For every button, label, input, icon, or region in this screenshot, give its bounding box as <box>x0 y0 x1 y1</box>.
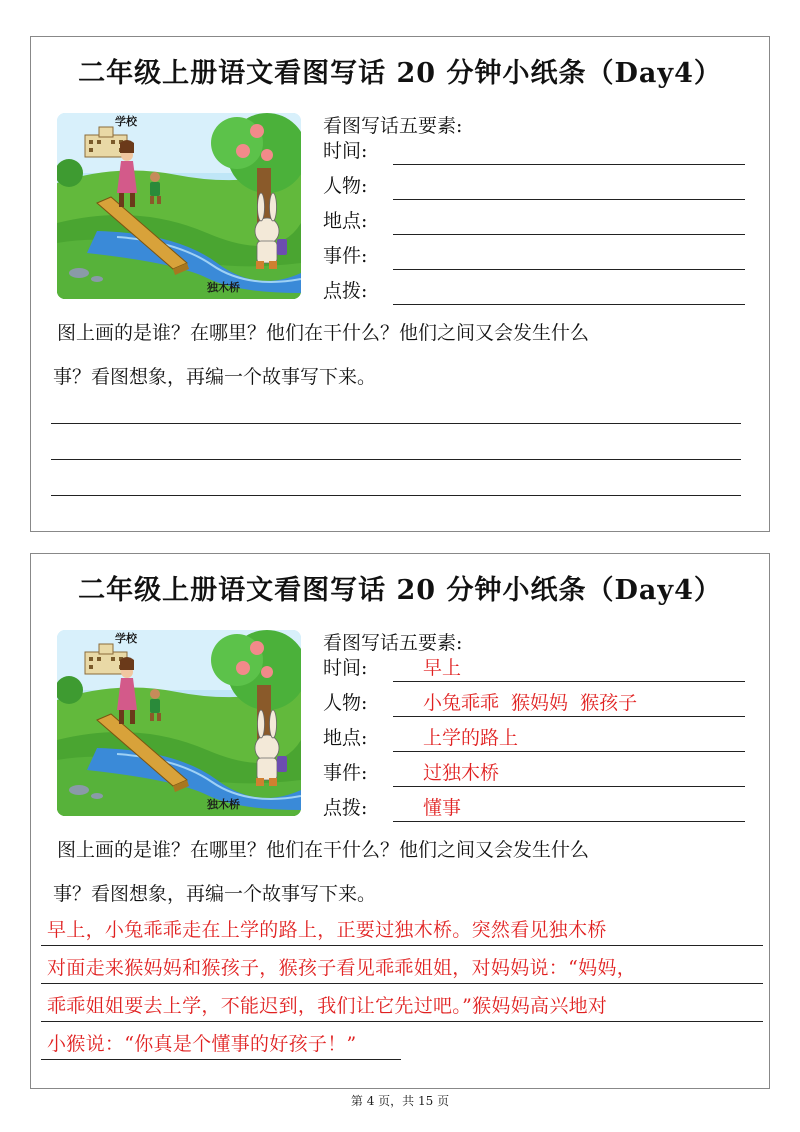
scene-illustration <box>57 113 301 299</box>
answer-line <box>393 716 745 717</box>
card-title: 二年级上册语文看图写话 20 分钟小纸条（Day4） <box>78 575 722 606</box>
element-answer: 过独木桥 <box>423 762 500 784</box>
essay-line <box>41 908 763 946</box>
writing-prompt <box>53 311 753 399</box>
elements-heading: 看图写话五要素: <box>323 115 463 137</box>
essay-text: 早上，小兔乖乖走在上学的路上，正要过独木桥。突然看见独木桥 <box>47 919 607 941</box>
answer-line[interactable] <box>393 269 745 270</box>
element-label: 事件: <box>323 762 368 784</box>
essay-line <box>41 984 763 1022</box>
element-label: 地点: <box>323 727 368 749</box>
element-answer: 早上 <box>423 657 462 679</box>
writing-line[interactable] <box>51 423 741 424</box>
element-row-time <box>323 650 745 682</box>
element-answer: 上学的路上 <box>423 727 519 749</box>
element-label: 地点: <box>323 210 368 232</box>
element-label: 人物: <box>323 692 368 714</box>
writing-line[interactable] <box>51 495 741 496</box>
element-answer: 小兔乖乖 猴妈妈 猴孩子 <box>423 692 638 714</box>
scene-image <box>57 630 301 816</box>
element-label: 点拨: <box>323 280 368 302</box>
scene-illustration <box>57 630 301 816</box>
page-footer: 第 4 页，共 15 页 <box>350 1094 450 1108</box>
sample-essay <box>41 908 763 1060</box>
worksheet-card-answered <box>30 553 770 1089</box>
element-answer: 懂事 <box>423 797 462 819</box>
element-label: 时间: <box>323 657 368 679</box>
essay-text: 对面走来猴妈妈和猴孩子，猴孩子看见乖乖姐姐，对妈妈说：“妈妈， <box>47 957 637 979</box>
answer-line[interactable] <box>393 304 745 305</box>
prompt-line-1: 图上画的是谁？在哪里？他们在干什么？他们之间又会发生什么 <box>57 839 590 861</box>
element-row-time <box>323 133 745 165</box>
element-label: 时间: <box>323 140 368 162</box>
prompt-line-1: 图上画的是谁？在哪里？他们在干什么？他们之间又会发生什么 <box>57 322 590 344</box>
prompt-line-2: 事？看图想象，再编一个故事写下来。 <box>53 366 377 388</box>
answer-line <box>393 821 745 822</box>
element-row-people <box>323 685 745 717</box>
scene-image <box>57 113 301 299</box>
essay-text: 小猴说：“你真是个懂事的好孩子！” <box>47 1033 357 1055</box>
worksheet-card-blank <box>30 36 770 532</box>
element-label: 事件: <box>323 245 368 267</box>
writing-line[interactable] <box>51 459 741 460</box>
element-label: 点拨: <box>323 797 368 819</box>
essay-line <box>41 946 763 984</box>
writing-prompt <box>53 828 753 916</box>
element-label: 人物: <box>323 175 368 197</box>
element-row-hint <box>323 790 745 822</box>
answer-line[interactable] <box>393 164 745 165</box>
answer-line <box>393 751 745 752</box>
element-row-people <box>323 168 745 200</box>
answer-line[interactable] <box>393 234 745 235</box>
answer-line <box>393 681 745 682</box>
elements-heading: 看图写话五要素: <box>323 632 463 654</box>
card-title: 二年级上册语文看图写话 20 分钟小纸条（Day4） <box>78 58 722 89</box>
element-row-place <box>323 720 745 752</box>
essay-text: 乖乖姐姐要去上学，不能迟到，我们让它先过吧。”猴妈妈高兴地对 <box>47 995 608 1017</box>
answer-line <box>393 786 745 787</box>
sign-bridge: 独木桥 <box>207 798 240 811</box>
sign-school: 学校 <box>115 115 137 128</box>
element-row-event <box>323 755 745 787</box>
answer-line[interactable] <box>393 199 745 200</box>
essay-line <box>41 1022 401 1060</box>
sign-school: 学校 <box>115 632 137 645</box>
sign-bridge: 独木桥 <box>207 281 240 294</box>
element-row-hint <box>323 273 745 305</box>
element-row-place <box>323 203 745 235</box>
prompt-line-2: 事？看图想象，再编一个故事写下来。 <box>53 883 377 905</box>
element-row-event <box>323 238 745 270</box>
